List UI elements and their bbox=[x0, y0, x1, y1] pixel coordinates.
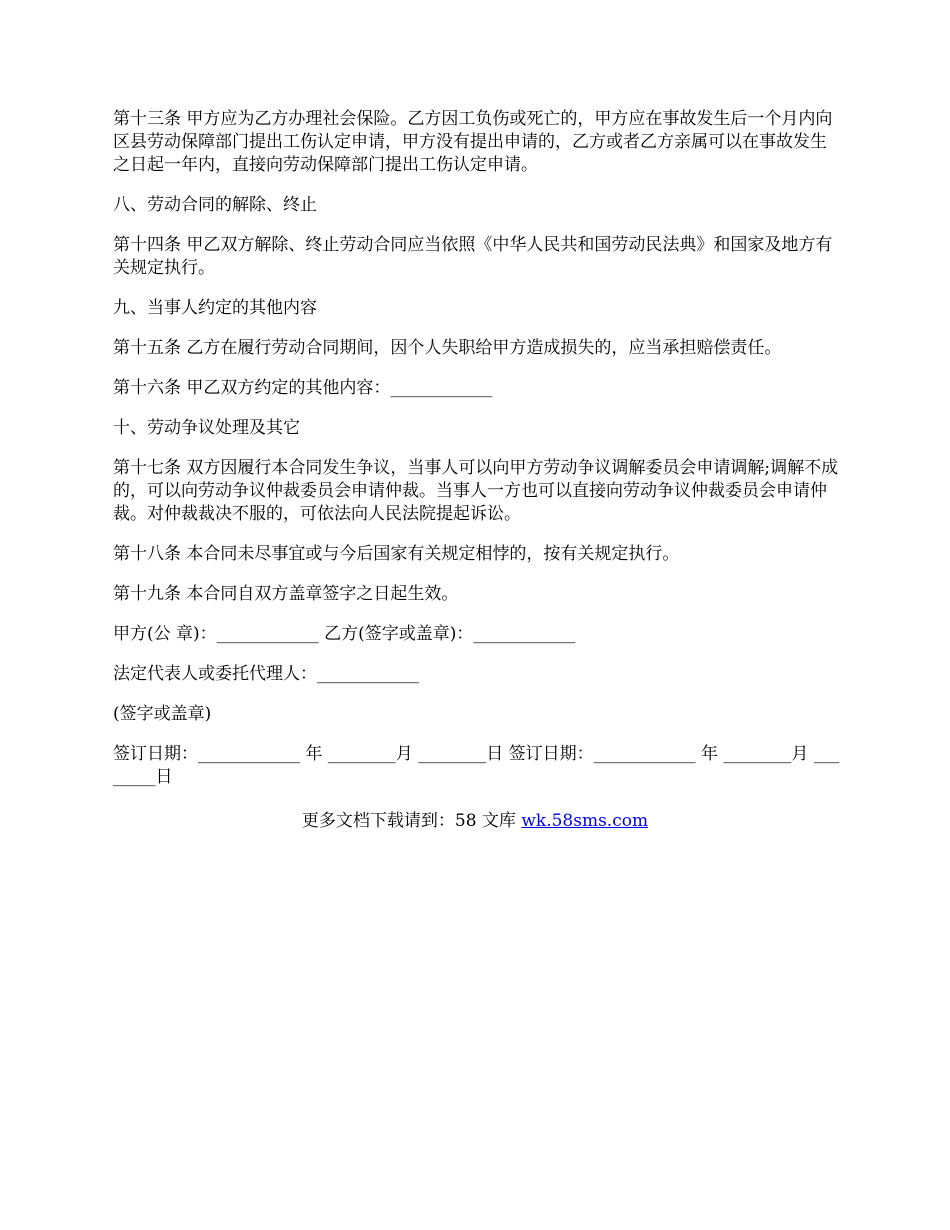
footer-link[interactable]: wk.58sms.com bbox=[521, 811, 649, 831]
article-17-paragraph: 第十七条 双方因履行本合同发生争议，当事人可以向甲方劳动争议调解委员会申请调解;调解不成的，可以向劳动争议仲裁委员会申请仲裁。当事人一方也可以直接向劳动争议仲裁委员会申请仲裁。对仲裁裁决不服的，可依法向人民法院提起诉讼。 bbox=[113, 458, 839, 524]
article-13-paragraph: 第十三条 甲方应为乙方办理社会保险。乙方因工负伤或死亡的，甲方应在事故发生后一个月内向区县劳动保障部门提出工伤认定申请，甲方没有提出申请的，乙方或者乙方亲属可以在事故发生之日起一年内，直接向劳动保障部门提出工伤认定申请。 bbox=[113, 109, 833, 175]
section-10-heading: 十、劳动争议处理及其它 bbox=[113, 418, 300, 438]
signature-note: (签字或盖章) bbox=[113, 704, 212, 724]
footer-prefix: 更多文档下载请到：58 文库 bbox=[301, 811, 522, 831]
document-body bbox=[113, 108, 843, 806]
article-16-paragraph: 第十六条 甲乙双方约定的其他内容：____________ bbox=[113, 378, 493, 398]
article-15-paragraph: 第十五条 乙方在履行劳动合同期间，因个人失职给甲方造成损失的，应当承担赔偿责任。 bbox=[113, 338, 782, 358]
representative-line: 法定代表人或委托代理人：____________ bbox=[113, 664, 419, 684]
section-8-heading: 八、劳动合同的解除、终止 bbox=[113, 195, 317, 215]
signing-date-line: 签订日期：____________ 年 ________月 ________日 签订日期：____________ 年 ________月 ________日 bbox=[113, 744, 840, 787]
article-18-paragraph: 第十八条 本合同未尽事宜或与今后国家有关规定相悖的，按有关规定执行。 bbox=[113, 544, 680, 564]
party-signature-line: 甲方(公 章)：____________ 乙方(签字或盖章)：____________ bbox=[113, 624, 576, 644]
article-19-paragraph: 第十九条 本合同自双方盖章签字之日起生效。 bbox=[113, 584, 459, 604]
download-footer bbox=[0, 810, 950, 833]
article-14-paragraph: 第十四条 甲乙双方解除、终止劳动合同应当依照《中华人民共和国劳动民法典》和国家及地方有关规定执行。 bbox=[113, 235, 833, 278]
section-9-heading: 九、当事人约定的其他内容 bbox=[113, 298, 317, 318]
